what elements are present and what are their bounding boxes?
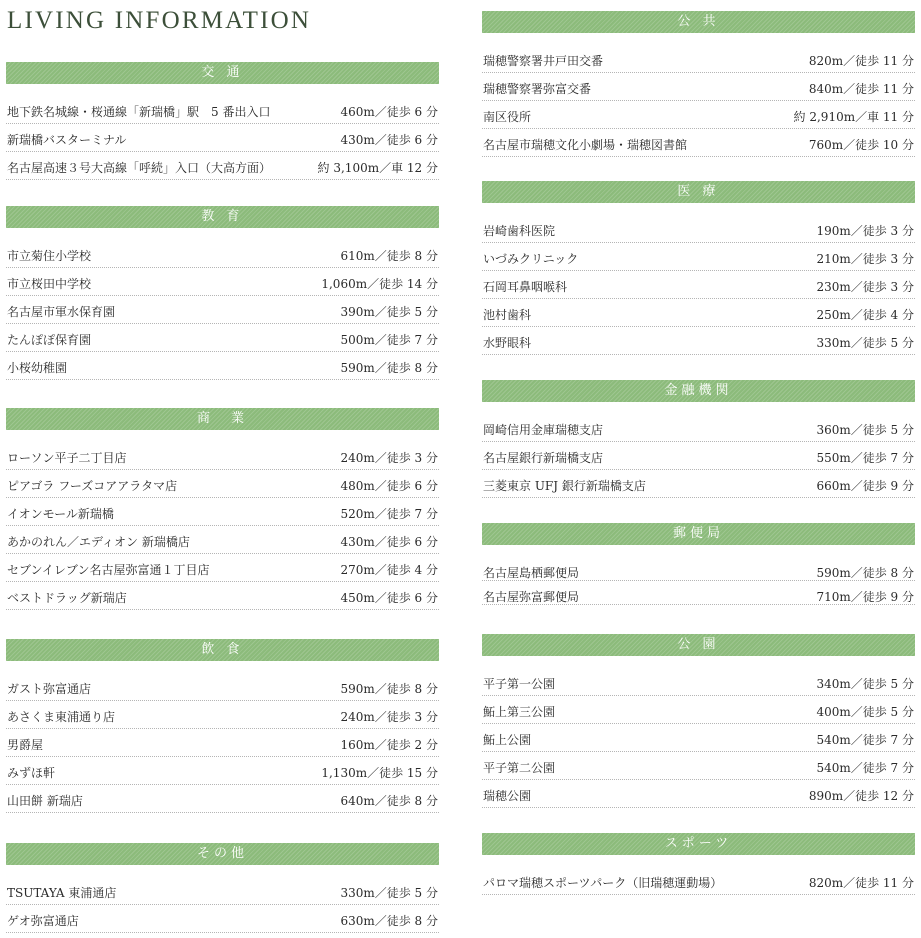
section-parks — [482, 634, 915, 808]
section-post-office — [482, 523, 915, 605]
section-education — [6, 206, 439, 380]
list-item — [482, 129, 915, 157]
section-heading: 郵便局 — [482, 523, 915, 545]
list-item — [6, 470, 439, 498]
item-name: 岩崎歯科医院 — [483, 224, 556, 238]
item-distance: 270m／徒歩 4 分 — [340, 563, 438, 577]
list-item — [6, 124, 439, 152]
item-name: 市立桜田中学校 — [7, 277, 92, 291]
item-distance: 430m／徒歩 6 分 — [340, 133, 438, 147]
item-name: セブンイレブン名古屋弥富通１丁目店 — [7, 563, 210, 577]
item-distance: 590m／徒歩 8 分 — [340, 682, 438, 696]
item-distance: 590m／徒歩 8 分 — [816, 566, 914, 580]
item-name: ガスト弥富通店 — [7, 682, 92, 696]
item-distance: 610m／徒歩 8 分 — [340, 249, 438, 263]
list-item — [482, 299, 915, 327]
item-distance: 460m／徒歩 6 分 — [340, 105, 438, 119]
item-distance: 390m／徒歩 5 分 — [340, 305, 438, 319]
section-heading: 金融機関 — [482, 380, 915, 402]
item-distance: 430m／徒歩 6 分 — [340, 535, 438, 549]
list-item — [6, 442, 439, 470]
item-name: 山田餅 新瑞店 — [7, 794, 83, 808]
list-item — [482, 780, 915, 808]
section-commerce — [6, 408, 439, 610]
item-distance: 210m／徒歩 3 分 — [816, 252, 914, 266]
item-distance: 540m／徒歩 7 分 — [816, 761, 914, 775]
item-name: パロマ瑞穂スポーツパーク（旧瑞穂運動場） — [483, 876, 723, 890]
list-item — [6, 701, 439, 729]
item-distance: 590m／徒歩 8 分 — [340, 361, 438, 375]
item-distance: 890m／徒歩 12 分 — [808, 789, 914, 803]
item-distance: 640m／徒歩 8 分 — [340, 794, 438, 808]
item-distance: 630m／徒歩 8 分 — [340, 914, 438, 928]
item-name: 石岡耳鼻咽喉科 — [483, 280, 568, 294]
page-title: LIVING INFORMATION — [7, 7, 312, 34]
list-item — [6, 673, 439, 701]
item-name: 池村歯科 — [483, 308, 532, 322]
item-distance: 約 3,100m／車 12 分 — [317, 161, 438, 175]
list-item — [482, 724, 915, 752]
section-heading: その他 — [6, 843, 439, 865]
item-distance: 1,130m／徒歩 15 分 — [321, 766, 438, 780]
section-public — [482, 11, 915, 157]
item-distance: 190m／徒歩 3 分 — [816, 224, 914, 238]
list-item — [6, 554, 439, 582]
list-item — [6, 324, 439, 352]
list-item — [482, 867, 915, 895]
section-medical — [482, 181, 915, 355]
item-distance: 520m／徒歩 7 分 — [340, 507, 438, 521]
item-distance: 340m／徒歩 5 分 — [816, 677, 914, 691]
list-item — [6, 785, 439, 813]
item-name: 名古屋銀行新瑞橋支店 — [483, 451, 604, 465]
item-name: 名古屋市瑞穂文化小劇場・瑞穂図書館 — [483, 138, 688, 152]
item-name: 瑞穂警察署弥富交番 — [483, 82, 592, 96]
list-item — [482, 442, 915, 470]
item-distance: 540m／徒歩 7 分 — [816, 733, 914, 747]
item-name: 名古屋高速３号大高線「呼続」入口（大高方面） — [7, 161, 272, 175]
section-heading: 教 育 — [6, 206, 439, 228]
item-name: たんぽぽ保育園 — [7, 333, 92, 347]
item-distance: 160m／徒歩 2 分 — [340, 738, 438, 752]
list-item — [6, 526, 439, 554]
item-distance: 330m／徒歩 5 分 — [816, 336, 914, 350]
item-distance: 360m／徒歩 5 分 — [816, 423, 914, 437]
list-item — [482, 668, 915, 696]
item-name: みずほ軒 — [7, 766, 56, 780]
list-item — [6, 268, 439, 296]
item-distance: 550m／徒歩 7 分 — [816, 451, 914, 465]
item-name: TSUTAYA 東浦通店 — [7, 886, 117, 900]
item-distance: 760m／徒歩 10 分 — [808, 138, 914, 152]
item-name: ベストドラッグ新瑞店 — [7, 591, 127, 605]
item-distance: 330m／徒歩 5 分 — [340, 886, 438, 900]
item-name: 鮖上公園 — [483, 733, 532, 747]
item-name: ローソン平子二丁目店 — [7, 451, 127, 465]
item-name: 水野眼科 — [483, 336, 532, 350]
list-item — [482, 73, 915, 101]
item-distance: 820m／徒歩 11 分 — [808, 876, 914, 890]
item-name: 南区役所 — [483, 110, 532, 124]
item-name: 鮖上第三公園 — [483, 705, 556, 719]
list-item — [6, 240, 439, 268]
item-distance: 約 2,910m／車 11 分 — [793, 110, 914, 124]
section-dining — [6, 639, 439, 813]
list-item — [482, 327, 915, 355]
list-item — [482, 752, 915, 780]
section-heading: 交 通 — [6, 62, 439, 84]
list-item — [482, 45, 915, 73]
list-item — [6, 905, 439, 933]
list-item — [482, 271, 915, 299]
item-distance: 840m／徒歩 11 分 — [808, 82, 914, 96]
item-distance: 500m／徒歩 7 分 — [340, 333, 438, 347]
list-item — [482, 581, 915, 605]
section-heading: 医 療 — [482, 181, 915, 203]
item-name: イオンモール新瑞橋 — [7, 507, 114, 521]
list-item — [6, 498, 439, 526]
list-item — [6, 877, 439, 905]
item-name: 平子第二公園 — [483, 761, 556, 775]
item-name: 男爵屋 — [7, 738, 44, 752]
item-name: あさくま東浦通り店 — [7, 710, 116, 724]
section-sports — [482, 833, 915, 895]
item-name: 三菱東京 UFJ 銀行新瑞橋支店 — [483, 479, 646, 493]
item-distance: 400m／徒歩 5 分 — [816, 705, 914, 719]
item-distance: 450m／徒歩 6 分 — [340, 591, 438, 605]
list-item — [6, 757, 439, 785]
section-other — [6, 843, 439, 933]
item-name: ピアゴラ フーズコアアラタマ店 — [7, 479, 178, 493]
item-name: あかのれん／エディオン 新瑞橋店 — [7, 535, 190, 549]
list-item — [482, 243, 915, 271]
list-item — [482, 696, 915, 724]
item-name: 瑞穂公園 — [483, 789, 532, 803]
list-item — [6, 582, 439, 610]
list-item — [6, 729, 439, 757]
section-heading: 飲 食 — [6, 639, 439, 661]
list-item — [6, 352, 439, 380]
section-finance — [482, 380, 915, 498]
section-heading: 商 業 — [6, 408, 439, 430]
list-item — [482, 557, 915, 581]
item-name: 岡崎信用金庫瑞穂支店 — [483, 423, 604, 437]
section-transport — [6, 62, 439, 180]
list-item — [482, 215, 915, 243]
item-name: 市立菊住小学校 — [7, 249, 92, 263]
item-name: 瑞穂警察署井戸田交番 — [483, 54, 604, 68]
list-item — [482, 414, 915, 442]
item-name: 地下鉄名城線・桜通線「新瑞橋」駅 5 番出入口 — [7, 105, 271, 119]
list-item — [6, 152, 439, 180]
item-distance: 820m／徒歩 11 分 — [808, 54, 914, 68]
item-name: ゲオ弥富通店 — [7, 914, 79, 928]
item-name: 名古屋弥富郵便局 — [483, 590, 580, 604]
section-heading: 公 共 — [482, 11, 915, 33]
item-distance: 250m／徒歩 4 分 — [816, 308, 914, 322]
item-distance: 710m／徒歩 9 分 — [816, 590, 914, 604]
item-distance: 240m／徒歩 3 分 — [340, 451, 438, 465]
list-item — [482, 101, 915, 129]
item-name: 小桜幼稚園 — [7, 361, 68, 375]
item-distance: 240m／徒歩 3 分 — [340, 710, 438, 724]
item-name: 平子第一公園 — [483, 677, 556, 691]
item-name: 名古屋島栖郵便局 — [483, 566, 580, 580]
item-distance: 660m／徒歩 9 分 — [816, 479, 914, 493]
item-name: 新瑞橋バスターミナル — [7, 133, 127, 147]
item-name: いづみクリニック — [483, 252, 579, 266]
list-item — [6, 96, 439, 124]
list-item — [6, 296, 439, 324]
item-distance: 480m／徒歩 6 分 — [340, 479, 438, 493]
section-heading: 公 園 — [482, 634, 915, 656]
item-name: 名古屋市軍水保育園 — [7, 305, 116, 319]
list-item — [482, 470, 915, 498]
item-distance: 1,060m／徒歩 14 分 — [321, 277, 438, 291]
item-distance: 230m／徒歩 3 分 — [816, 280, 914, 294]
section-heading: スポーツ — [482, 833, 915, 855]
